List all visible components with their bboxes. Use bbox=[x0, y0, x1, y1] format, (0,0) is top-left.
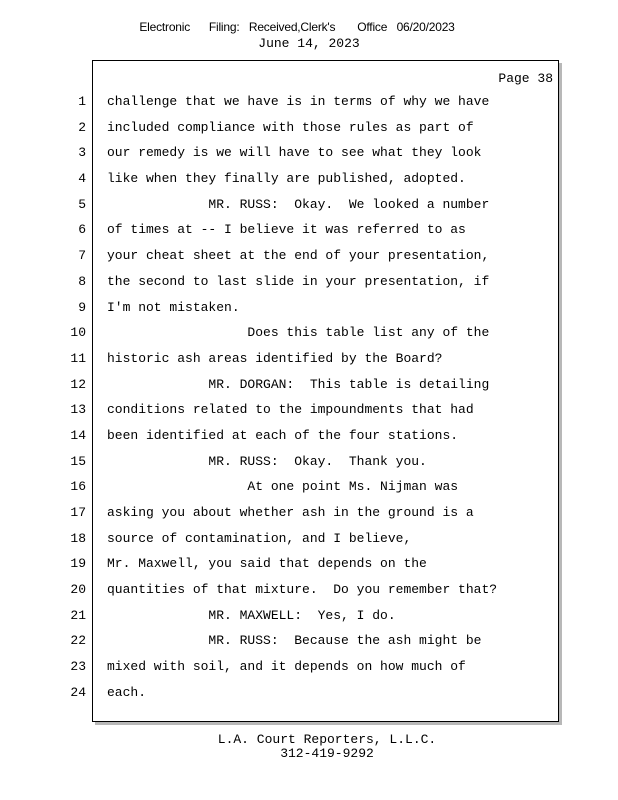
transcript-line bbox=[0, 554, 600, 580]
transcript-line bbox=[0, 529, 600, 555]
line-text: included compliance with those rules as part of bbox=[107, 119, 474, 135]
line-number: 9 bbox=[78, 299, 86, 315]
line-number: 6 bbox=[78, 222, 86, 238]
transcript-line bbox=[0, 169, 600, 195]
line-number: 8 bbox=[78, 273, 86, 289]
transcript-line bbox=[0, 452, 600, 478]
line-number: 10 bbox=[70, 325, 86, 341]
transcript-line bbox=[0, 323, 600, 349]
line-text: source of contamination, and I believe, bbox=[107, 530, 412, 546]
transcript-line bbox=[0, 195, 600, 221]
transcript-line bbox=[0, 400, 600, 426]
line-number: 14 bbox=[70, 427, 86, 443]
line-number: 12 bbox=[70, 376, 86, 392]
line-number: 15 bbox=[70, 453, 86, 469]
line-number: 23 bbox=[70, 659, 86, 675]
line-text: quantities of that mixture. Do you remember that? bbox=[107, 582, 498, 598]
reporter-company: L.A. Court Reporters, L.L.C. bbox=[217, 732, 437, 747]
line-number: 16 bbox=[70, 479, 86, 495]
transcript-line bbox=[0, 220, 600, 246]
page-number: Page 38 bbox=[498, 71, 553, 86]
line-number: 7 bbox=[78, 248, 86, 264]
reporter-phone: 312-419-9292 bbox=[280, 746, 374, 761]
line-text: MR. MAXWELL: Yes, I do. bbox=[107, 607, 396, 623]
line-text: of times at -- I believe it was referred to as bbox=[107, 222, 466, 238]
line-text: each. bbox=[107, 684, 147, 700]
transcript-date: June 14, 2023 bbox=[258, 36, 360, 51]
transcript-line bbox=[0, 426, 600, 452]
transcript-line bbox=[0, 349, 600, 375]
line-text: the second to last slide in your presentation, if bbox=[107, 273, 490, 289]
line-number: 21 bbox=[70, 607, 86, 623]
transcript-line bbox=[0, 631, 600, 657]
line-number: 4 bbox=[78, 171, 86, 187]
line-number: 18 bbox=[70, 530, 86, 546]
line-text: MR. RUSS: Okay. We looked a number bbox=[107, 196, 490, 212]
line-text: like when they finally are published, adopted. bbox=[107, 171, 466, 187]
transcript-line bbox=[0, 503, 600, 529]
filing-stamp: Electronic Filing: Received,Clerk's Office 06/20/2023 bbox=[139, 20, 455, 34]
line-text: Does this table list any of the bbox=[107, 325, 490, 341]
line-text: historic ash areas identified by the Board? bbox=[107, 350, 443, 366]
line-text: Mr. Maxwell, you said that depends on the bbox=[107, 556, 427, 572]
transcript-line bbox=[0, 606, 600, 632]
line-text: been identified at each of the four stations. bbox=[107, 427, 459, 443]
transcript-line bbox=[0, 580, 600, 606]
line-number: 17 bbox=[70, 505, 86, 520]
line-text: asking you about whether ash in the ground is a bbox=[107, 505, 474, 520]
transcript-lines bbox=[0, 92, 600, 709]
line-text: MR. RUSS: Because the ash might be bbox=[107, 633, 482, 649]
transcript-line bbox=[0, 118, 600, 144]
line-number: 3 bbox=[78, 145, 86, 161]
line-number: 20 bbox=[70, 582, 86, 598]
line-text: At one point Ms. Nijman was bbox=[107, 479, 459, 495]
transcript-line bbox=[0, 657, 600, 683]
transcript-line bbox=[0, 92, 600, 118]
transcript-line bbox=[0, 683, 600, 709]
line-text: MR. DORGAN: This table is detailing bbox=[107, 376, 490, 392]
line-text: your cheat sheet at the end of your presentation, bbox=[107, 248, 490, 264]
line-number: 2 bbox=[78, 119, 86, 135]
line-text: conditions related to the impoundments that had bbox=[107, 402, 474, 418]
line-number: 24 bbox=[70, 684, 86, 700]
line-text: our remedy is we will have to see what they look bbox=[107, 145, 482, 161]
line-number: 1 bbox=[78, 94, 86, 109]
transcript-line bbox=[0, 246, 600, 272]
transcript-line bbox=[0, 272, 600, 298]
line-number: 22 bbox=[70, 633, 86, 649]
line-number: 13 bbox=[70, 402, 86, 418]
line-number: 19 bbox=[70, 556, 86, 572]
line-text: challenge that we have is in terms of why we have bbox=[107, 94, 490, 109]
transcript-line bbox=[0, 298, 600, 324]
line-text: I'm not mistaken. bbox=[107, 299, 240, 315]
transcript-line bbox=[0, 375, 600, 401]
transcript-line bbox=[0, 143, 600, 169]
line-text: MR. RUSS: Okay. Thank you. bbox=[107, 453, 427, 469]
transcript-line bbox=[0, 477, 600, 503]
line-number: 11 bbox=[70, 350, 86, 366]
footer bbox=[0, 733, 618, 761]
line-text: mixed with soil, and it depends on how much of bbox=[107, 659, 466, 675]
line-number: 5 bbox=[78, 196, 86, 212]
